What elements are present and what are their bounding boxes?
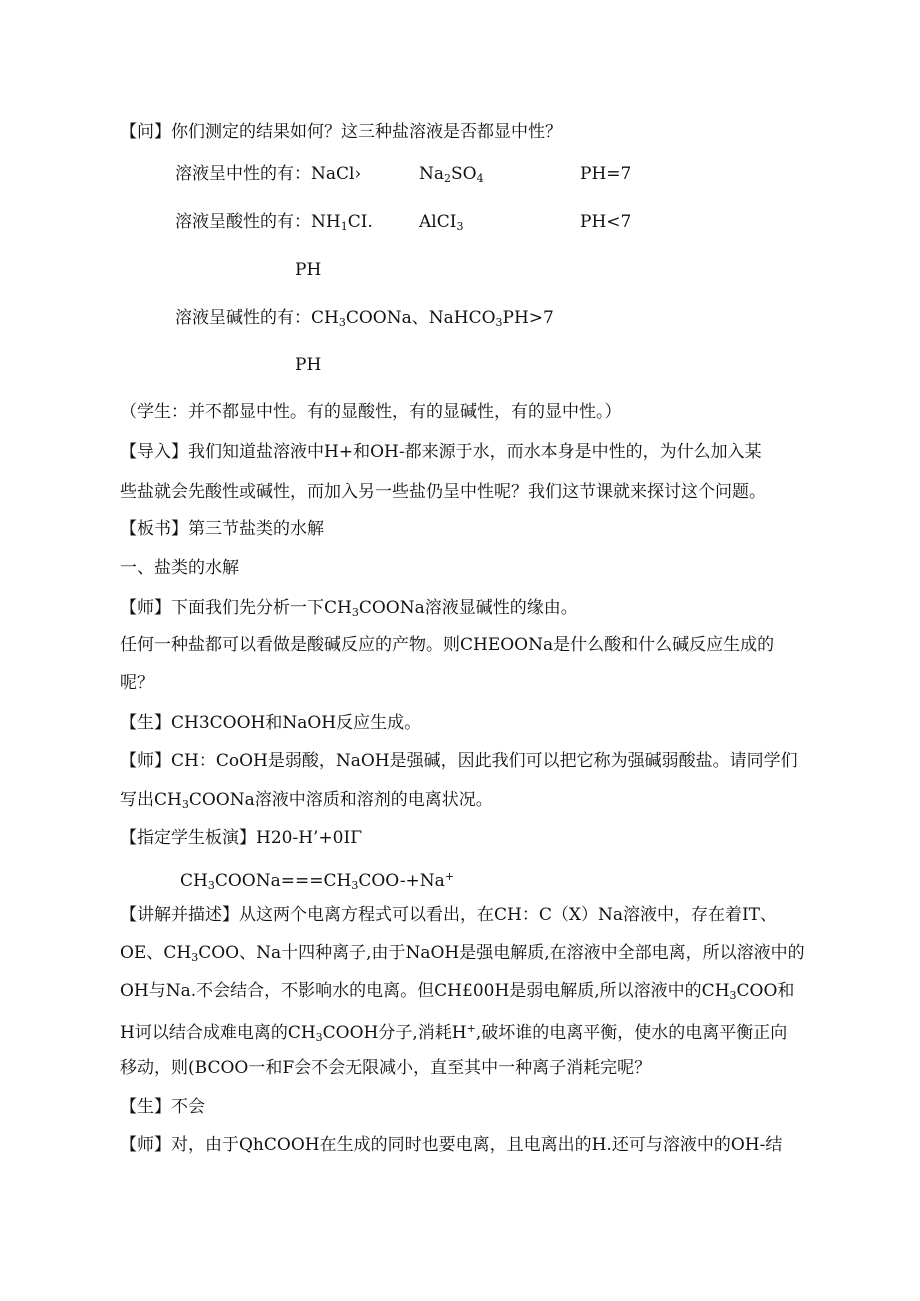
student-line: 【生】不会 — [120, 1097, 205, 1117]
board-title: 【板书】第三节盐类的水解 — [120, 519, 324, 539]
intro-line: 些盐就会先酸性或碱性，而加入另一些盐仍呈中性呢？我们这节课就来探讨这个问题。 — [120, 482, 766, 502]
teacher-line: 【师】下面我们先分析一下$CH_3COONa$溶液显碱性的缘由。 — [120, 598, 578, 619]
explanation-line: 【讲解并描述】从这两个电离方程式可以看出，在CH：C（X）Na溶液中，存在着IT、 — [120, 905, 778, 925]
student-board-line: 【指定学生板演】H20-H’+0IΓ — [120, 828, 363, 848]
neutral-salts-label: 溶液呈中性的有：NaCl› — [175, 164, 362, 184]
body-line: 呢？ — [120, 673, 154, 693]
acidic-salts-label: 溶液呈酸性的有：$NH_1CI$. — [175, 212, 373, 233]
intro-line: 【导入】我们知道盐溶液中H+和OH-都来源于水，而水本身是中性的，为什么加入某 — [120, 442, 762, 462]
ph-label: PH — [295, 260, 322, 280]
section-heading: 一、盐类的水解 — [120, 558, 239, 578]
student-line: 【生】CH3COOH和NaOH反应生成。 — [120, 713, 422, 733]
question-line: 【问】你们测定的结果如何？这三种盐溶液是否都显中性？ — [120, 122, 562, 142]
student-answer: （学生：并不都显中性。有的显酸性，有的显碱性，有的显中性。） — [120, 402, 622, 422]
neutral-salt-na2so4: $Na_2SO_4$ — [419, 164, 484, 185]
teacher-line: 【师】CH：CoOH是弱酸，NaOH是强碱，因此我们可以把它称为强碱弱酸盐。请同学们 — [120, 751, 798, 771]
body-line: 移动，则(BCOO一和F会不会无限减小，直至其中一种离子消耗完呢？ — [120, 1058, 652, 1078]
teacher-line: 【师】对，由于QhCOOH在生成的同时也要电离，且电离出的H.还可与溶液中的OH-结 — [120, 1135, 783, 1155]
ionization-equation: $CH_3COONa===CH_3COO-+Na^+$ — [180, 870, 455, 892]
body-line: 任何一种盐都可以看做是酸碱反应的产物。则CHEOONa是什么酸和什么碱反应生成的 — [120, 635, 775, 655]
basic-salts-line: 溶液呈碱性的有：$CH_3COONa$、NaHCO$_3$PH>7 — [175, 308, 554, 329]
body-line: OE、$CH_3COO$、Na十四种离子,由于NaOH是强电解质,在溶液中全部电离，所以溶液中的 — [120, 943, 805, 964]
acidic-salt-alcl3: AlCI$_3$ — [419, 212, 464, 233]
ph-label: PH — [295, 355, 322, 375]
neutral-ph: PH=7 — [580, 164, 632, 184]
body-line: H诃以结合成难电离的$CH_3COOH$分子,消耗H+,破坏谁的电离平衡，使水的电离平衡正向 — [120, 1022, 788, 1044]
acidic-ph: PH<7 — [580, 212, 632, 232]
body-line: 写出$CH_3COONa$溶液中溶质和溶剂的电离状况。 — [120, 790, 493, 811]
body-line: OH与Na.不会结合，不影响水的电离。但CH£00H是弱电解质,所以溶液中的$CH_3COO$和 — [120, 981, 795, 1002]
